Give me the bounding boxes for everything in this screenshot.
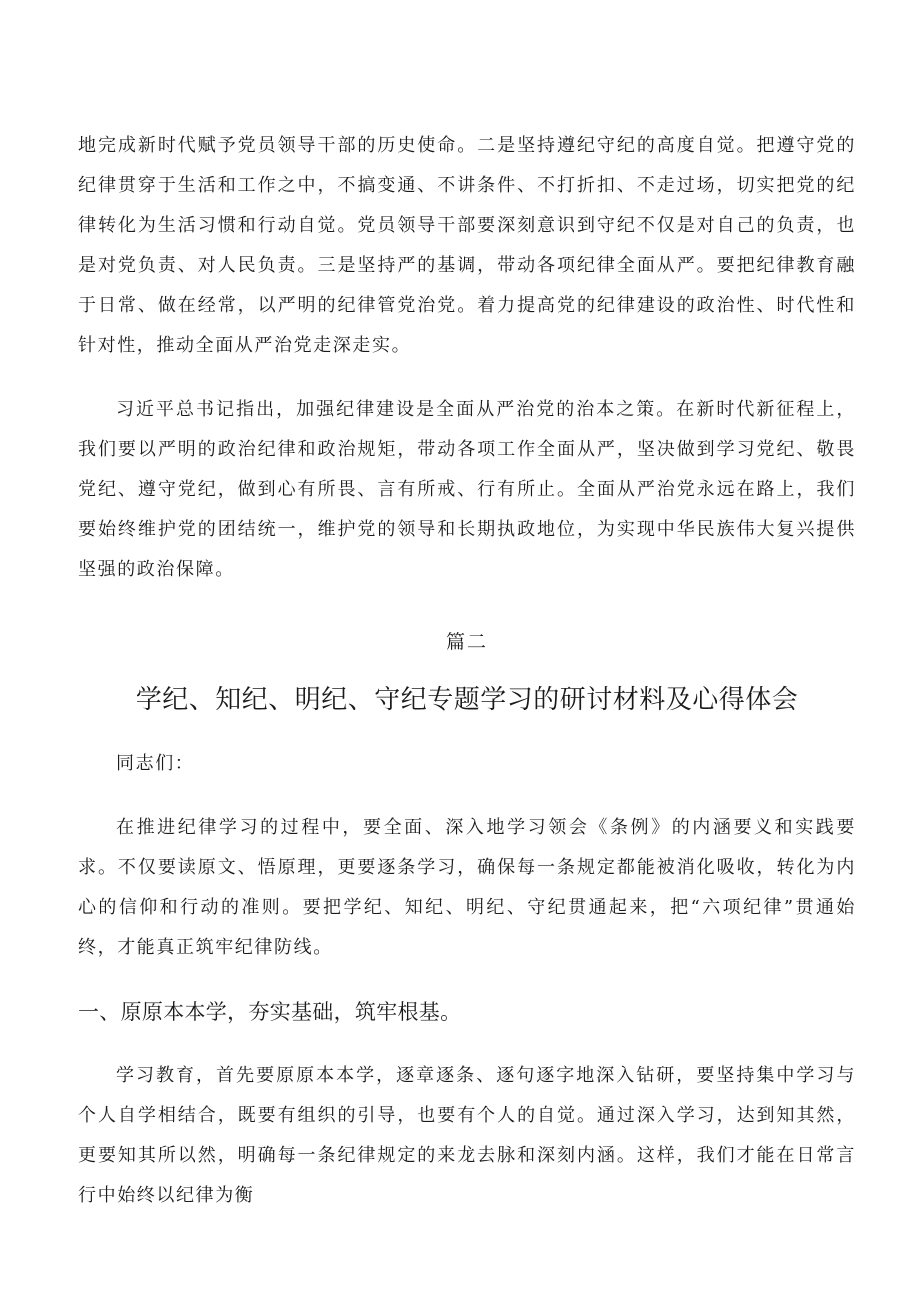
body-paragraph-3: 学习教育，首先要原原本本学，逐章逐条、逐句逐字地深入钻研，要坚持集中学习与个人自学相结合，既要有组织的引导，也要有个人的自觉。通过深入学习，达到知其然，更要知其所以然，明确每一条纪律规定的来龙去脉和深刻内涵。这样，我们才能在日常言行中始终以纪律为衡 bbox=[78, 1065, 856, 1206]
body-paragraph-2: 习近平总书记指出，加强纪律建设是全面从严治党的治本之策。在新时代新征程上，我们要以严明的政治纪律和政治规矩，带动各项工作全面从严，坚决做到学习党纪、敬畏党纪、遵守党纪，做到心有所畏、言有所戒、行有所止。全面从严治党永远在路上，我们要始终维护党的团结统一，维护党的领导和长期执政地位，为实现中华民族伟大复兴提供坚强的政治保障。 bbox=[78, 399, 856, 580]
section-label: 篇二 bbox=[445, 631, 488, 653]
document-title: 学纪、知纪、明纪、守纪专题学习的研讨材料及心得体会 bbox=[135, 685, 799, 715]
intro-paragraph: 在推进纪律学习的过程中，要全面、深入地学习领会《条例》的内涵要义和实践要求。不仅要读原文、悟原理，更要逐条学习，确保每一条规定都能被消化吸收，转化为内心的信仰和行动的准则。要把学纪、知纪、明纪、守纪贯通起来，把“六项纪律”贯通始终，才能真正筑牢纪律防线。 bbox=[78, 817, 856, 958]
salutation: 同志们： bbox=[116, 753, 195, 774]
body-paragraph-1: 地完成新时代赋予党员领导干部的历史使命。二是坚持遵纪守纪的高度自觉。把遵守党的纪律贯穿于生活和工作之中，不搞变通、不讲条件、不打折扣、不走过场，切实把党的纪律转化为生活习惯和行动自觉。党员领导干部要深刻意识到守纪不仅是对自己的负责，也是对党负责、对人民负责。三是坚持严的基调，带动各项纪律全面从严。要把纪律教育融于日常、做在经常，以严明的纪律管党治党。着力提高党的纪律建设的政治性、时代性和针对性，推动全面从严治党走深走实。 bbox=[78, 135, 856, 356]
subheading-1: 一、原原本本学，夯实基础，筑牢根基。 bbox=[78, 1000, 462, 1024]
document-page bbox=[78, 126, 856, 1216]
